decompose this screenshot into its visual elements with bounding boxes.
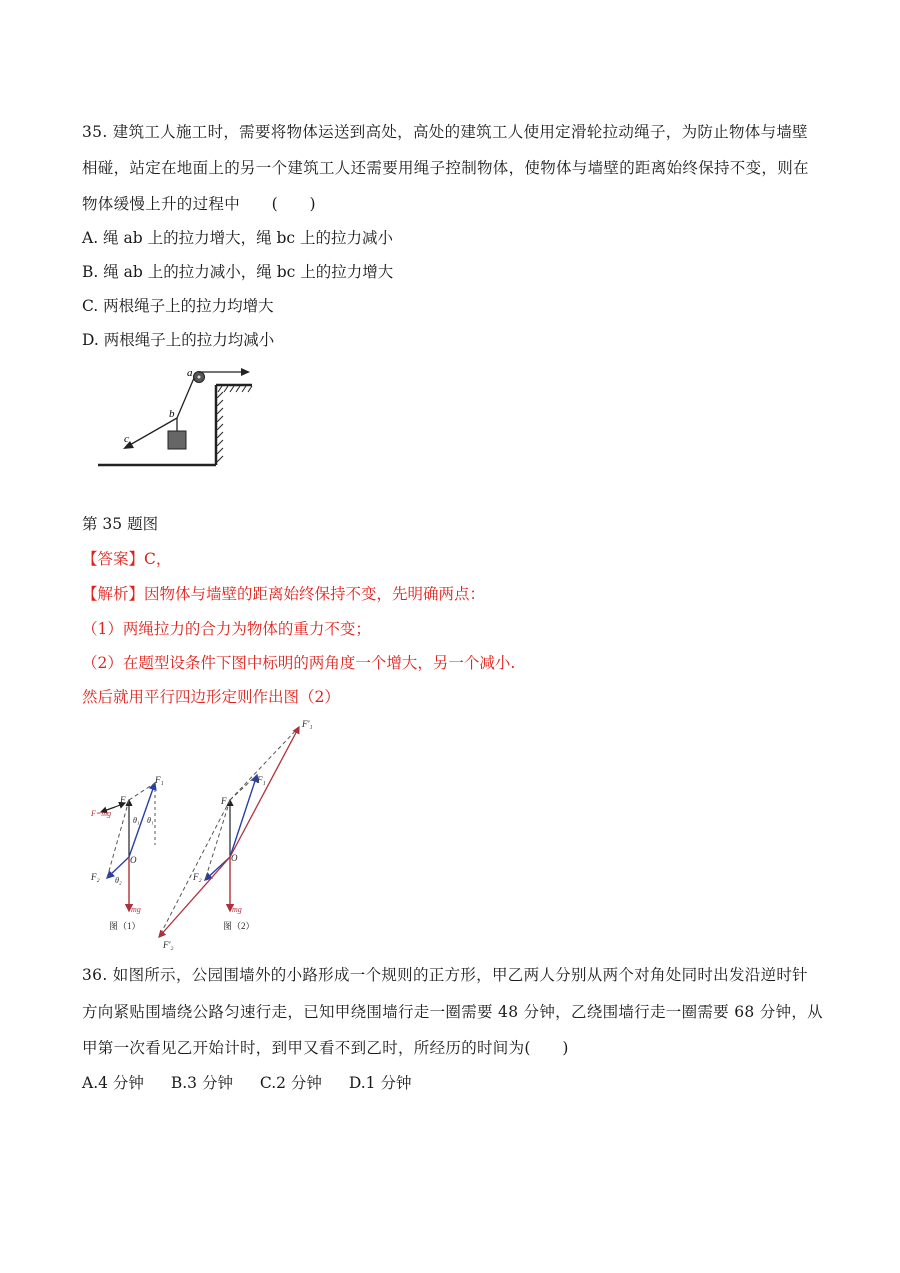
- pulley-figure: [90, 362, 265, 474]
- q35-option-c: C. 两根绳子上的拉力均增大: [82, 297, 274, 315]
- q36-text-line-1: 36. 如图所示，公园围墙外的小路形成一个规则的正方形，甲乙两人分别从两个对角处同时出发沿逆时针: [82, 966, 808, 984]
- d1-theta2-label: θ₂: [115, 876, 122, 885]
- label-b: b: [169, 408, 175, 420]
- d2-F1p-vector: [230, 727, 299, 857]
- d1-O-label: O: [130, 855, 137, 865]
- d2-F1-label: F₁: [257, 775, 266, 785]
- d1-caption: 图（1）: [109, 921, 141, 931]
- analysis-text: 因物体与墙壁的距离始终保持不变，先明确两点：: [144, 585, 486, 603]
- diagram-2: [159, 719, 313, 950]
- q35-option-b: B. 绳 ab 上的拉力减小，绳 bc 上的拉力增大: [82, 263, 394, 281]
- d1-F1-label: F₁: [155, 775, 164, 785]
- d2-caption: 图（2）: [223, 921, 255, 931]
- analysis-point-2: （2）在题型设条件下图中标明的两角度一个增大，另一个减小.: [82, 654, 516, 672]
- d2-mg-label: mg: [232, 905, 242, 914]
- analysis-point-3: 然后就用平行四边形定则作出图（2）: [82, 688, 340, 706]
- block: [168, 431, 186, 449]
- q36-text-line-3: 甲第一次看见乙开始计时，到甲又看不到乙时，所经历的时间为( ): [82, 1039, 569, 1057]
- d2-F1-vector: [230, 775, 257, 857]
- q36-option-c: C.2 分钟: [259, 1074, 322, 1092]
- label-c: c: [124, 433, 129, 445]
- ledge-hatch: [218, 386, 252, 392]
- label-a: a: [187, 367, 193, 379]
- analysis-tag: 【解析】: [82, 585, 145, 603]
- q36-option-d: D.1 分钟: [348, 1074, 412, 1092]
- q35-option-a: A. 绳 ab 上的拉力增大，绳 bc 上的拉力减小: [82, 229, 394, 247]
- d1-theta1b-label: θ₁: [147, 816, 154, 825]
- d1-theta1-label: θ₁: [133, 816, 140, 825]
- pull-arrow: [241, 368, 250, 376]
- answer-line: 【答案】C，: [82, 550, 172, 568]
- q36-options: [82, 1073, 433, 1093]
- force-diagrams: [85, 715, 325, 950]
- q36-option-b: B.3 分钟: [170, 1074, 233, 1092]
- q35-option-d: D. 两根绳子上的拉力均减小: [82, 331, 275, 349]
- q35-text-line-1: 35. 建筑工人施工时，需要将物体运送到高处，高处的建筑工人使用定滑轮拉动绳子，为防止物体与墙壁: [82, 123, 808, 141]
- d2-F-label: F: [221, 796, 227, 806]
- d1-F2-label: F₂: [91, 872, 100, 882]
- figure-35-caption: 第 35 题图: [82, 515, 159, 533]
- d2-F1p-label: F'₁: [302, 719, 313, 729]
- d2-O-label: O: [231, 853, 238, 863]
- diagram-1: [90, 775, 164, 931]
- d1-mg-label: mg: [131, 905, 141, 914]
- d2-F2-label: F₂: [193, 872, 202, 882]
- q35-text-line-3: 物体缓慢上升的过程中 ( ): [82, 195, 316, 213]
- q36-option-a: A.4 分钟: [82, 1074, 144, 1092]
- d2-F2p-label: F'₂: [163, 940, 174, 950]
- rope-ab: [177, 378, 194, 418]
- d1-Fmg-label: F=mg: [91, 809, 112, 818]
- q36-text-line-2: 方向紧贴围墙绕公路匀速行走，已知甲绕围墙行走一圈需要 48 分钟，乙绕围墙行走一圈需要 68 分钟，从: [82, 1003, 823, 1021]
- wall-hatch: [217, 392, 223, 462]
- analysis-line: [82, 584, 485, 604]
- analysis-point-1: （1）两绳拉力的合力为物体的重力不变；: [82, 620, 371, 638]
- d1-F-label: F: [120, 795, 126, 805]
- q35-text-line-2: 相碰，站定在地面上的另一个建筑工人还需要用绳子控制物体，使物体与墙壁的距离始终保持不变，则在: [82, 159, 809, 177]
